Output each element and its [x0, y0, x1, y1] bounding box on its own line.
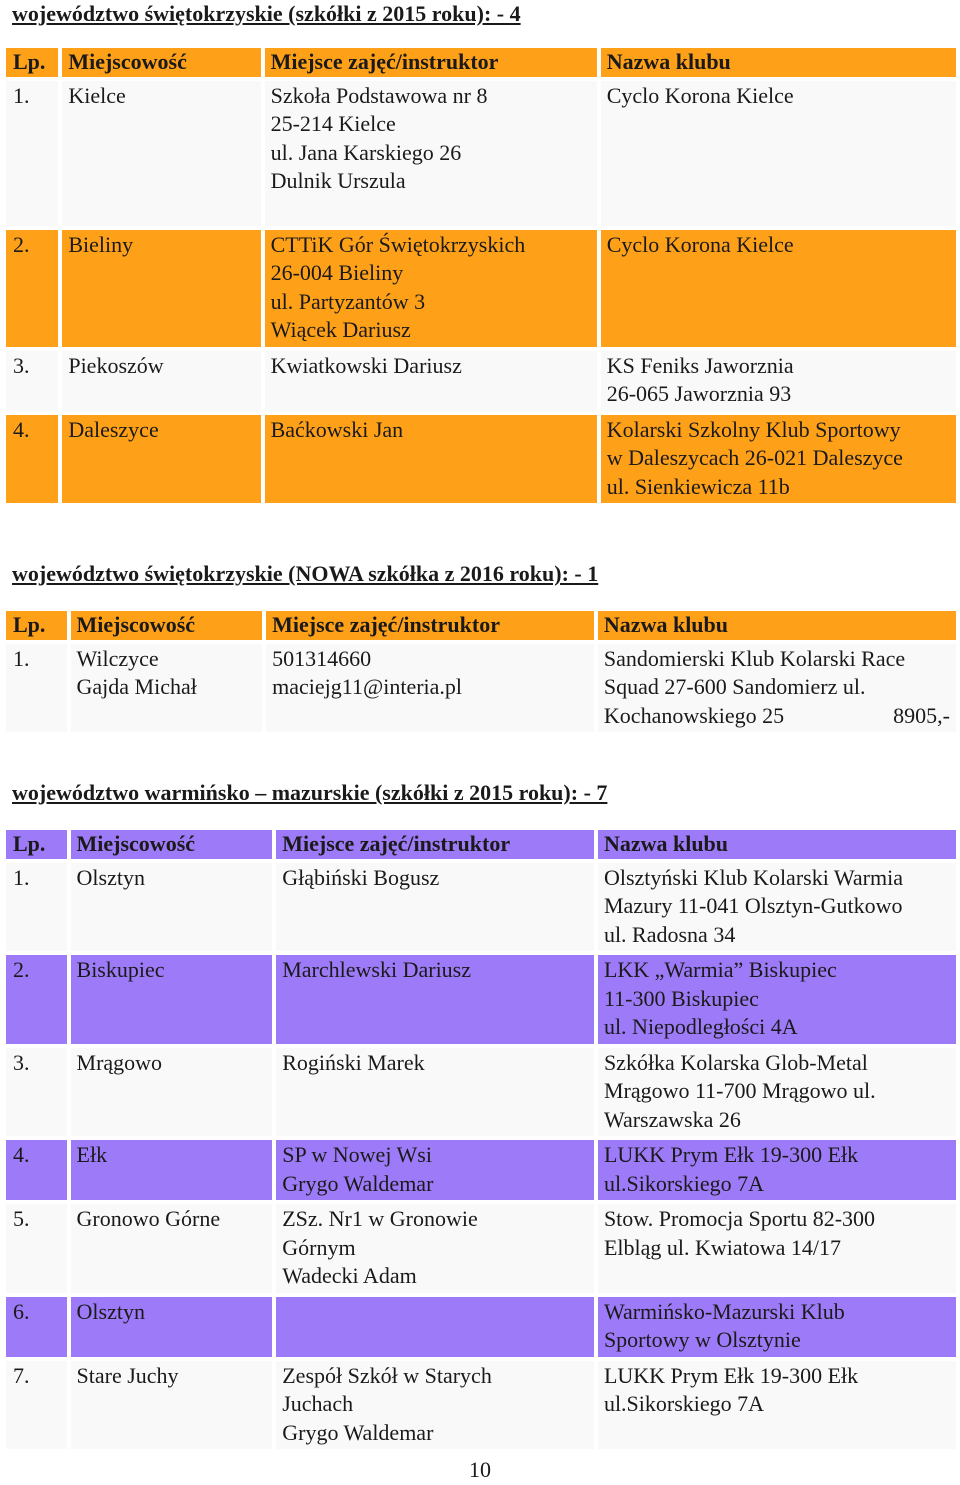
table-row — [6, 351, 956, 411]
table-header-row — [6, 830, 956, 859]
column-header: Lp. — [6, 611, 67, 640]
cell-line: Sandomierski Klub Kolarski Race — [603, 645, 906, 671]
cell-line: 501314660 — [272, 645, 372, 671]
club-cell — [598, 863, 956, 952]
cell-line: Squad 27-600 Sandomierz ul. — [603, 674, 866, 699]
cell-line: Stow. Promocja Sportu 82-300 — [603, 1206, 876, 1231]
table-header-row — [6, 611, 956, 640]
place-cell — [276, 1361, 594, 1450]
cell-line: ul. Jana Karskiego 26 — [270, 139, 462, 165]
place-cell — [276, 1048, 594, 1137]
cell-line: Wilczyce — [76, 645, 159, 671]
city-cell: Kielce — [62, 81, 260, 226]
table-row — [6, 230, 956, 347]
cell-line: Warmińsko-Mazurski Klub — [603, 1298, 845, 1324]
cell-line: w Daleszycach 26-021 Daleszyce — [606, 445, 903, 470]
place-cell — [266, 644, 594, 733]
cell-line: Gajda Michał — [76, 674, 197, 699]
city-cell: Daleszyce — [62, 415, 260, 504]
club-cell — [598, 1361, 956, 1450]
row-number: 7. — [6, 1361, 67, 1450]
table-row — [6, 1048, 956, 1137]
row-number: 4. — [6, 1140, 67, 1200]
cell-line: Grygo Waldemar — [282, 1170, 434, 1196]
column-header: Nazwa klubu — [601, 48, 956, 77]
section-heading-swietokrzyskie-2016: województwo świętokrzyskie (NOWA szkółka z 2016 roku): - 1 — [12, 561, 599, 586]
place-cell — [276, 863, 594, 952]
cell-line: Rogiński Marek — [282, 1049, 425, 1075]
club-cell — [598, 1204, 956, 1293]
cell-line: 25-214 Kielce — [270, 111, 396, 136]
table-warminsko-mazurskie — [2, 826, 960, 1453]
row-number: 1. — [6, 863, 67, 952]
cell-line: ul. Sienkiewicza 11b — [606, 473, 790, 499]
city-cell: Stare Juchy — [71, 1361, 273, 1450]
city-cell: Ełk — [71, 1140, 273, 1200]
club-cell — [598, 1140, 956, 1200]
city-cell: Piekoszów — [62, 351, 260, 411]
cell-line: Sportowy w Olsztynie — [603, 1327, 801, 1352]
table-row — [6, 863, 956, 952]
city-cell: Olsztyn — [71, 1297, 273, 1357]
cell-line: KS Feniks Jaworznia — [606, 352, 794, 378]
city-cell: Olsztyn — [71, 863, 273, 952]
cell-line: Głąbiński Bogusz — [282, 864, 440, 890]
place-cell — [265, 230, 597, 347]
column-header: Miejsce zajęć/instruktor — [276, 830, 594, 859]
place-cell — [276, 1297, 594, 1357]
cell-line: 26-004 Bieliny — [270, 260, 404, 285]
row-number: 6. — [6, 1297, 67, 1357]
cell-line: Warszawska 26 — [603, 1106, 741, 1132]
column-header: Lp. — [6, 830, 67, 859]
cell-line: Mrągowo 11-700 Mrągowo ul. — [603, 1078, 876, 1103]
place-cell — [276, 1140, 594, 1200]
row-number: 4. — [6, 415, 58, 504]
cell-line: Cyclo Korona Kielce — [606, 82, 794, 108]
row-number: 2. — [6, 230, 58, 347]
cell-line: LKK „Warmia” Biskupiec — [603, 957, 837, 982]
cell-line: Kwiatkowski Dariusz — [270, 352, 462, 378]
place-cell — [265, 81, 597, 226]
cell-line: LUKK Prym Ełk 19-300 Ełk — [603, 1142, 859, 1167]
row-number: 3. — [6, 351, 58, 411]
club-cell — [601, 230, 956, 347]
table-row — [6, 955, 956, 1044]
cell-line: Kolarski Szkolny Klub Sportowy — [606, 416, 901, 442]
city-cell — [71, 644, 263, 733]
cell-line: Dulnik Urszula — [270, 168, 406, 193]
column-header: Miejsce zajęć/instruktor — [265, 48, 597, 77]
column-header: Miejsce zajęć/instruktor — [266, 611, 594, 640]
cell-line: CTTiK Gór Świętokrzyskich — [270, 231, 526, 257]
cell-line — [604, 702, 950, 731]
city-cell: Mrągowo — [71, 1048, 273, 1137]
place-cell — [276, 955, 594, 1044]
page-number: 10 — [469, 1457, 491, 1482]
cell-line: maciejg11@interia.pl — [272, 674, 463, 699]
row-number: 1. — [6, 644, 67, 733]
row-number: 2. — [6, 955, 67, 1044]
section-heading-swietokrzyskie-2015: województwo świętokrzyskie (szkółki z 2015 roku): - 4 — [12, 1, 521, 26]
table-header-row — [6, 48, 956, 77]
cell-line: Szkoła Podstawowa nr 8 — [270, 82, 488, 108]
table-row — [6, 644, 956, 733]
place-cell — [265, 415, 597, 504]
cell-line: ul.Sikorskiego 7A — [603, 1170, 765, 1196]
club-address: Kochanowskiego 25 — [603, 702, 785, 728]
cell-line: Grygo Waldemar — [282, 1419, 434, 1445]
club-cell — [598, 955, 956, 1044]
cell-line: 11-300 Biskupiec — [603, 985, 759, 1011]
table-row — [6, 1361, 956, 1450]
cell-line: Marchlewski Dariusz — [282, 957, 472, 982]
table-row — [6, 415, 956, 504]
table-swietokrzyskie-2016 — [2, 607, 960, 736]
cell-line: Górnym — [282, 1234, 356, 1260]
place-cell — [276, 1204, 594, 1293]
table-row — [6, 81, 956, 226]
table-row — [6, 1297, 956, 1357]
table-row — [6, 1140, 956, 1200]
cell-line: ul. Niepodległości 4A — [603, 1014, 798, 1039]
row-number: 5. — [6, 1204, 67, 1293]
club-cell — [601, 81, 956, 226]
cell-line: ZSz. Nr1 w Gronowie — [282, 1206, 478, 1231]
amount: 8905,- — [893, 702, 950, 728]
club-cell — [598, 1048, 956, 1137]
club-cell — [598, 644, 956, 733]
cell-line: Elbląg ul. Kwiatowa 14/17 — [603, 1234, 842, 1260]
section-heading-warminsko-mazurskie: województwo warmińsko – mazurskie (szkółki z 2015 roku): - 7 — [12, 780, 608, 805]
column-header: Miejscowość — [71, 830, 273, 859]
place-cell — [265, 351, 597, 411]
table-row — [6, 1204, 956, 1293]
cell-line: ul.Sikorskiego 7A — [603, 1391, 765, 1416]
cell-line: Mazury 11-041 Olsztyn-Gutkowo — [603, 893, 903, 918]
cell-line: LUKK Prym Ełk 19-300 Ełk — [603, 1362, 859, 1388]
row-number: 1. — [6, 81, 58, 226]
club-cell — [598, 1297, 956, 1357]
table-swietokrzyskie-2015 — [2, 44, 960, 507]
column-header: Lp. — [6, 48, 58, 77]
club-cell — [601, 351, 956, 411]
club-cell — [601, 415, 956, 504]
cell-line: Szkółka Kolarska Glob-Metal — [603, 1049, 868, 1075]
city-cell: Gronowo Górne — [71, 1204, 273, 1293]
cell-line: Olsztyński Klub Kolarski Warmia — [603, 864, 903, 890]
city-cell: Biskupiec — [71, 955, 273, 1044]
column-header: Miejscowość — [71, 611, 263, 640]
cell-line: Wadecki Adam — [282, 1263, 417, 1288]
cell-line: 26-065 Jaworznia 93 — [606, 381, 792, 406]
cell-line: Zespół Szkół w Starych — [282, 1362, 492, 1388]
cell-line: SP w Nowej Wsi — [282, 1142, 432, 1167]
city-cell: Bieliny — [62, 230, 260, 347]
column-header: Nazwa klubu — [598, 830, 956, 859]
cell-line: Cyclo Korona Kielce — [606, 231, 794, 257]
row-number: 3. — [6, 1048, 67, 1137]
cell-line: ul. Partyzantów 3 — [270, 288, 426, 314]
cell-line: Juchach — [282, 1391, 354, 1416]
cell-line: Baćkowski Jan — [270, 416, 404, 442]
cell-line: Wiącek Dariusz — [270, 317, 411, 342]
cell-line: ul. Radosna 34 — [603, 921, 736, 947]
column-header: Nazwa klubu — [598, 611, 956, 640]
column-header: Miejscowość — [62, 48, 260, 77]
